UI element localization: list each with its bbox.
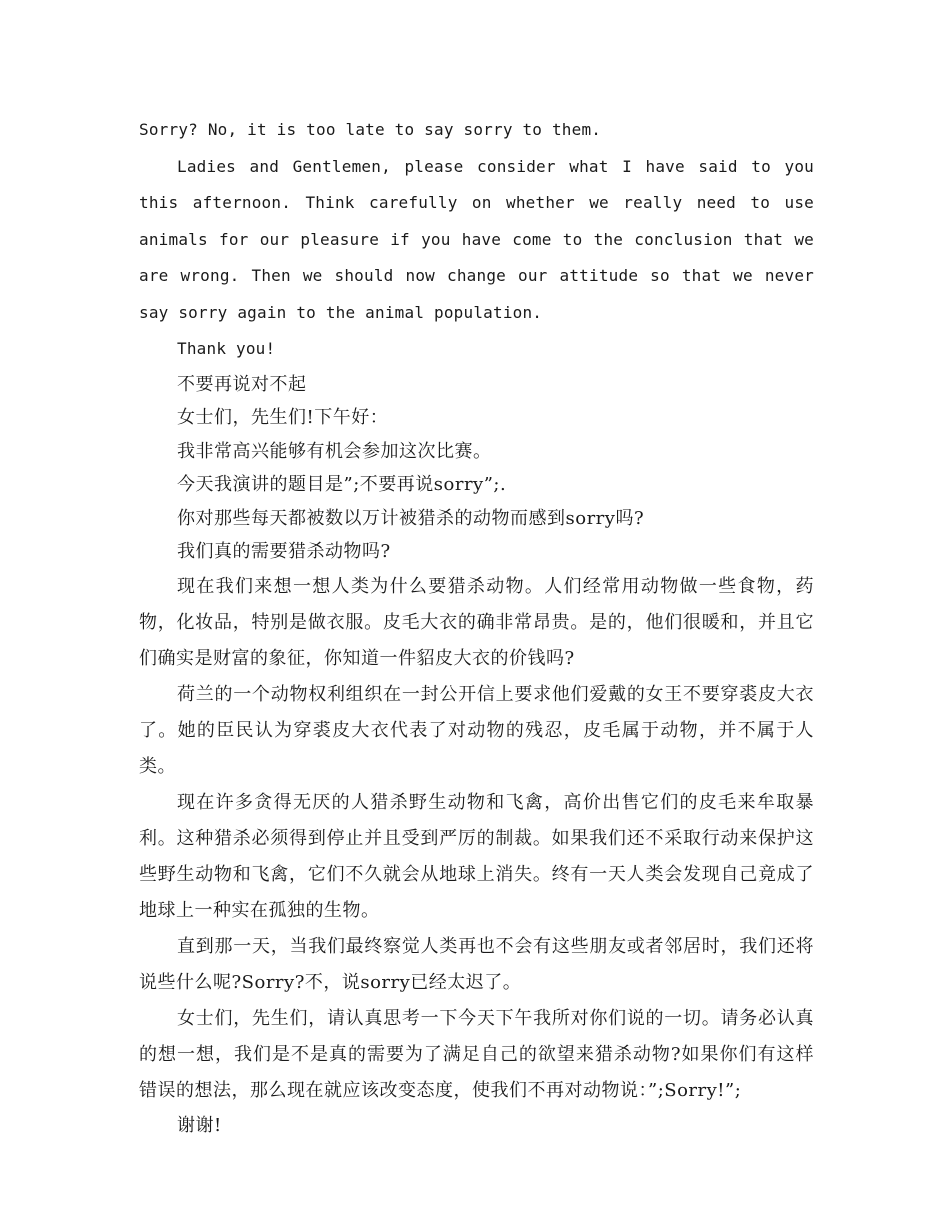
chinese-consider-paragraph: 女士们，先生们，请认真思考一下今天下午我所对你们说的一切。请务必认真的想一想，我们是不是真的需要为了满足自己的欲望来猎杀动物?如果你们有这样错误的想法，那么现在就应该改变态度，使我们不再对动物说：”;Sorry!”;: [139, 1007, 814, 1101]
chinese-thanks-line: 谢谢!: [177, 1114, 222, 1136]
english-consider-paragraph: Ladies and Gentlemen, please consider what I have said to you this afternoon. Think carefully on whether we really need to use animals for our pleasure if you have come to the conclusion that we are wrong. Then we should now change our attitude so that we never say sorry again to the animal population.: [139, 156, 814, 322]
chinese-happy-line: 我非常高兴能够有机会参加这次比赛。: [177, 440, 492, 462]
chinese-greedy-paragraph: 现在许多贪得无厌的人猎杀野生动物和飞禽，高价出售它们的皮毛来牟取暴利。这种猎杀必须得到停止并且受到严厉的制裁。如果我们还不采取行动来保护这些野生动物和飞禽，它们不久就会从地球上消失。终有一天人类会发现自己竟成了地球上一种实在孤独的生物。: [139, 791, 814, 921]
chinese-question-sorry: 你对那些每天都被数以万计被猎杀的动物而感到sorry吗?: [177, 507, 645, 529]
chinese-title: 不要再说对不起: [177, 373, 307, 395]
document-body: [139, 112, 814, 1142]
chinese-day-paragraph: 直到那一天，当我们最终察觉人类再也不会有这些朋友或者邻居时，我们还将说些什么呢?Sorry?不，说sorry已经太迟了。: [139, 935, 814, 993]
chinese-greeting: 女士们，先生们!下午好：: [177, 407, 389, 428]
chinese-why-paragraph: 现在我们来想一想人类为什么要猎杀动物。人们经常用动物做一些食物，药物，化妆品，特别是做衣服。皮毛大衣的确非常昂贵。是的，他们很暖和，并且它们确实是财富的象征，你知道一件貂皮大衣的价钱吗?: [139, 575, 814, 669]
chinese-topic-line: 今天我演讲的题目是”;不要再说sorry”;.: [177, 474, 507, 495]
chinese-question-need: 我们真的需要猎杀动物吗?: [177, 541, 391, 562]
chinese-holland-paragraph: 荷兰的一个动物权利组织在一封公开信上要求他们爱戴的女王不要穿裘皮大衣了。她的臣民认为穿裘皮大衣代表了对动物的残忍，皮毛属于动物，并不属于人类。: [139, 683, 814, 777]
english-sorry-line: Sorry? No, it is too late to say sorry to them.: [139, 120, 602, 139]
english-thanks-line: Thank you!: [177, 339, 276, 358]
